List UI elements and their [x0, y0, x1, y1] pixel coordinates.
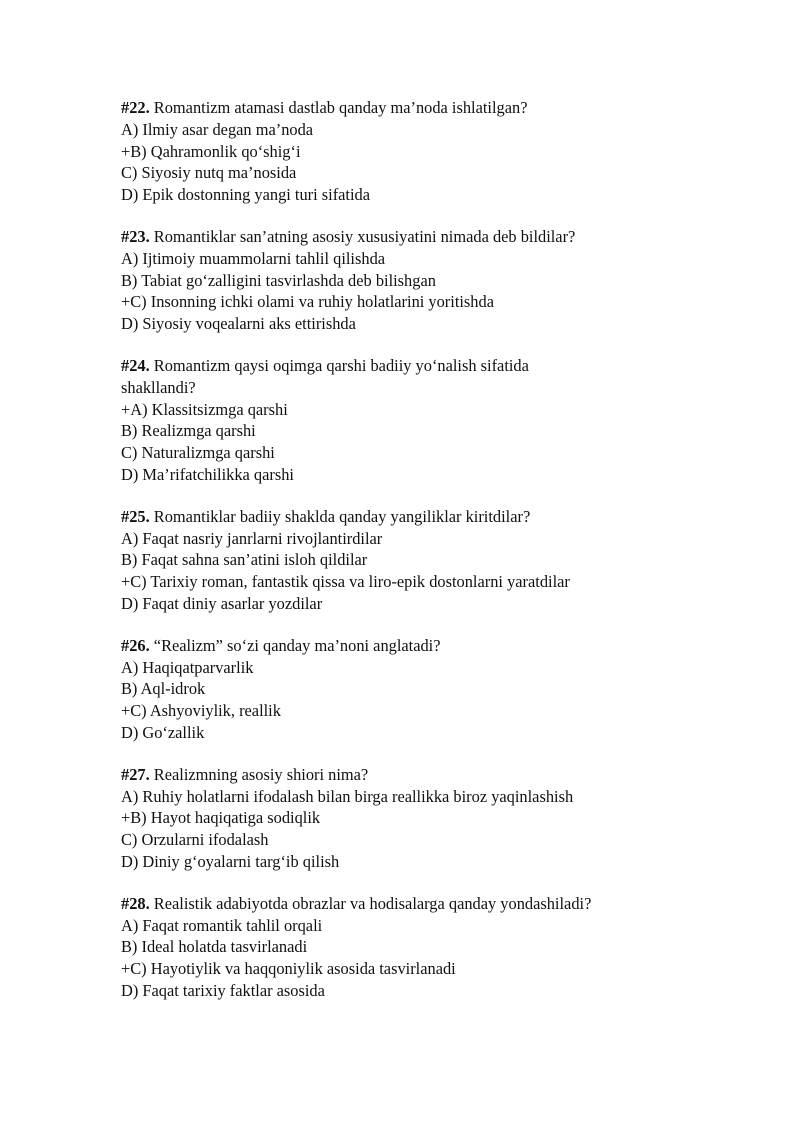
answer-option: D) Ma’rifatchilikka qarshi	[121, 464, 294, 484]
answer-option-correct: +C) Tarixiy roman, fantastik qissa va liro-epik dostonlarni yaratdilar	[121, 572, 570, 592]
question-number: #22.	[121, 98, 150, 117]
answer-option: A) Ilmiy asar degan ma’noda	[121, 119, 314, 139]
answer-option: D) Diniy g‘oyalarni targ‘ib qilish	[121, 851, 340, 871]
answer-option: A) Haqiqatparvarlik	[121, 657, 254, 677]
question-number: #25.	[121, 506, 150, 526]
answer-option: C) Orzularni ifodalash	[121, 830, 269, 850]
answer-option-correct: +C) Ashyoviylik, reallik	[121, 701, 281, 721]
question-text	[121, 635, 681, 657]
question-prompt: Romantizm qaysi oqimga qarshi badiiy yo‘nalish sifatida shakllandi?	[121, 355, 529, 397]
question-text	[121, 893, 681, 915]
answer-option: A) Ruhiy holatlarni ifodalash bilan birga reallikka biroz yaqinlashish	[121, 786, 574, 806]
question-number: #26.	[121, 635, 150, 655]
answer-option: B) Tabiat go‘zalligini tasvirlashda deb bilishgan	[121, 270, 436, 290]
answer-option: D) Faqat diniy asarlar yozdilar	[121, 593, 323, 613]
question-prompt: Romantizm atamasi dastlab qanday ma’noda ishlatilgan?	[153, 98, 528, 117]
answer-option: B) Aql-idrok	[121, 679, 206, 699]
question-23	[121, 226, 681, 335]
question-prompt: Realistik adabiyotda obrazlar va hodisalarga qanday yondashiladi?	[153, 893, 592, 913]
question-prompt: Romantiklar badiiy shaklda qanday yangiliklar kiritdilar?	[153, 506, 531, 526]
answer-option: C) Naturalizmga qarshi	[121, 443, 275, 463]
question-text	[121, 226, 681, 248]
question-text	[121, 764, 681, 786]
question-number: #28.	[121, 893, 150, 913]
answer-option-correct: +A) Klassitsizmga qarshi	[121, 399, 288, 419]
question-number: #23.	[121, 226, 150, 246]
question-25	[121, 506, 681, 615]
answer-option: D) Siyosiy voqealarni aks ettirishda	[121, 314, 356, 334]
question-text	[121, 97, 681, 119]
question-text	[121, 506, 681, 528]
question-28	[121, 893, 681, 1002]
question-prompt: “Realizm” so‘zi qanday ma’noni anglatadi?	[153, 635, 441, 655]
question-number: #24.	[121, 355, 150, 375]
answer-option: D) Epik dostonning yangi turi sifatida	[121, 185, 371, 205]
question-text	[121, 355, 601, 399]
answer-option: C) Siyosiy nutq ma’nosida	[121, 163, 297, 183]
question-prompt: Romantiklar san’atning asosiy xususiyatini nimada deb bildilar?	[153, 226, 576, 246]
question-27	[121, 764, 681, 873]
answer-option: D) Faqat tarixiy faktlar asosida	[121, 980, 325, 1000]
question-22	[121, 97, 681, 206]
answer-option: A) Faqat nasriy janrlarni rivojlantirdilar	[121, 528, 383, 548]
question-24	[121, 355, 681, 486]
answer-option: B) Faqat sahna san’atini isloh qildilar	[121, 550, 368, 570]
question-26	[121, 635, 681, 744]
answer-option: D) Go‘zallik	[121, 722, 205, 742]
answer-option-correct: +B) Hayot haqiqatiga sodiqlik	[121, 808, 321, 828]
question-prompt: Realizmning asosiy shiori nima?	[153, 764, 369, 784]
question-number: #27.	[121, 764, 150, 784]
answer-option-correct: +B) Qahramonlik qo‘shig‘i	[121, 141, 301, 161]
answer-option-correct: +C) Insonning ichki olami va ruhiy holatlarini yoritishda	[121, 292, 494, 312]
answer-option: A) Faqat romantik tahlil orqali	[121, 915, 323, 935]
answer-option: B) Realizmga qarshi	[121, 421, 256, 441]
answer-option-correct: +C) Hayotiylik va haqqoniylik asosida tasvirlanadi	[121, 959, 456, 979]
document-page	[121, 97, 681, 1022]
answer-option: A) Ijtimoiy muammolarni tahlil qilishda	[121, 248, 386, 268]
answer-option: B) Ideal holatda tasvirlanadi	[121, 937, 308, 957]
